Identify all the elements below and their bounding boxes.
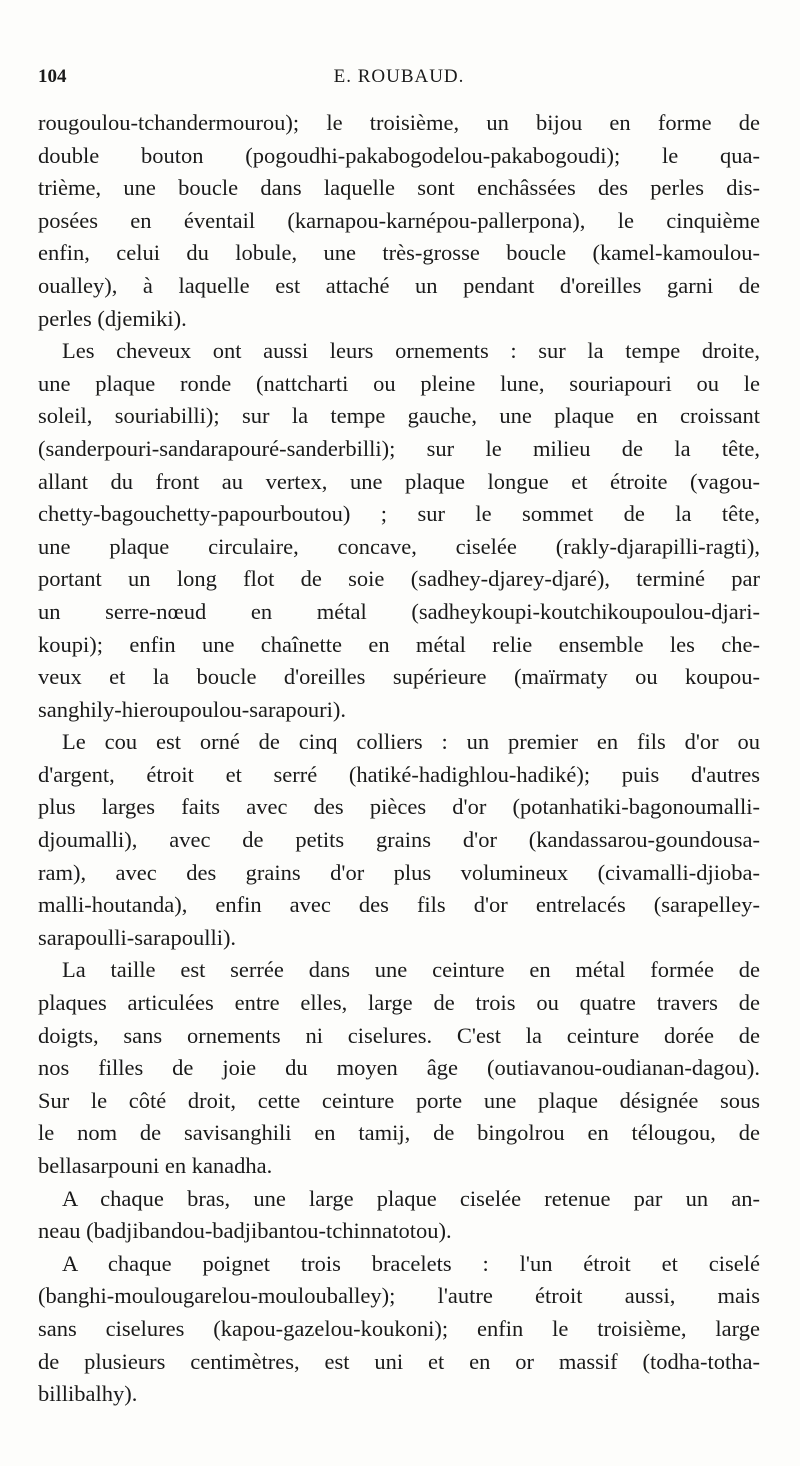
- text-line: Le cou est orné de cinq colliers : un premier en fils d'or ou: [62, 729, 760, 755]
- text-line: sarapoulli-sarapoulli).: [38, 924, 237, 950]
- text-line: posées en éventail (karnapou-karnépou-pallerpona), le cinquième: [38, 207, 760, 233]
- text-line: oualley), à laquelle est attaché un pendant d'oreilles garni de: [38, 272, 760, 298]
- text-line: La taille est serrée dans une ceinture en métal formée de: [62, 957, 760, 983]
- text-line: A chaque bras, une large plaque ciselée retenue par un an-: [62, 1185, 760, 1211]
- text-line: ram), avec des grains d'or plus volumineux (civamalli-djioba-: [38, 859, 760, 885]
- text-line: Sur le côté droit, cette ceinture porte une plaque désignée sous: [38, 1087, 760, 1113]
- text-line: malli-houtanda), enfin avec des fils d'or entrelacés (sarapelley-: [38, 892, 760, 918]
- text-line: (banghi-moulougarelou-moulouballey); l'autre étroit aussi, mais: [38, 1283, 760, 1309]
- text-line: A chaque poignet trois bracelets : l'un étroit et ciselé: [62, 1250, 760, 1276]
- text-line: un serre-nœud en métal (sadheykoupi-koutchikoupoulou-djari-: [38, 598, 760, 624]
- text-line: sans ciselures (kapou-gazelou-koukoni); enfin le troisième, large: [38, 1315, 760, 1341]
- text-line: djoumalli), avec de petits grains d'or (kandassarou-goundousa-: [38, 827, 760, 853]
- text-line: Les cheveux ont aussi leurs ornements : sur la tempe droite,: [62, 338, 760, 364]
- text-line: de plusieurs centimètres, est uni et en or massif (todha-totha-: [38, 1348, 760, 1374]
- text-line: une plaque ronde (nattcharti ou pleine lune, souriapouri ou le: [38, 370, 760, 396]
- running-head: E. ROUBAUD.: [333, 66, 465, 87]
- text-line: perles (djemiki).: [38, 305, 187, 331]
- text-line: nos filles de joie du moyen âge (outiavanou-oudianan-dagou).: [38, 1055, 760, 1081]
- text-line: plaques articulées entre elles, large de trois ou quatre travers de: [38, 990, 760, 1016]
- text-line: allant du front au vertex, une plaque longue et étroite (vagou-: [38, 468, 760, 494]
- text-line: une plaque circulaire, concave, ciselée (rakly-djarapilli-ragti),: [38, 533, 760, 559]
- text-line: double bouton (pogoudhi-pakabogodelou-pakabogoudi); le qua-: [38, 142, 760, 168]
- page-header: [38, 66, 760, 96]
- page-number: 104: [38, 66, 67, 87]
- text-line: sanghily-hieroupoulou-sarapouri).: [38, 696, 347, 722]
- text-line: billibalhy).: [38, 1381, 138, 1407]
- text-line: neau (badjibandou-badjibantou-tchinnatotou).: [38, 1218, 452, 1244]
- text-line: enfin, celui du lobule, une très-grosse boucle (kamel-kamoulou-: [38, 240, 760, 266]
- text-line: koupi); enfin une chaînette en métal relie ensemble les che-: [38, 631, 760, 657]
- text-line: le nom de savisanghili en tamij, de bingolrou en télougou, de: [38, 1120, 760, 1146]
- text-line: d'argent, étroit et serré (hatiké-hadighlou-hadiké); puis d'autres: [38, 761, 760, 787]
- text-line: rougoulou-tchandermourou); le troisième, un bijou en forme de: [38, 110, 760, 135]
- text-line: doigts, sans ornements ni ciselures. C'est la ceinture dorée de: [38, 1022, 760, 1048]
- text-line: (sanderpouri-sandarapouré-sanderbilli); sur le milieu de la tête,: [38, 435, 760, 461]
- body-text: [38, 107, 760, 1411]
- text-line: bellasarpouni en kanadha.: [38, 1153, 273, 1178]
- text-line: chetty-bagouchetty-papourboutou) ; sur le sommet de la tête,: [38, 501, 760, 527]
- text-line: trième, une boucle dans laquelle sont enchâssées des perles dis-: [38, 175, 760, 201]
- text-line: plus larges faits avec des pièces d'or (potanhatiki-bagonoumalli-: [38, 794, 760, 820]
- text-line: soleil, souriabilli); sur la tempe gauche, une plaque en croissant: [38, 403, 760, 429]
- text-line: portant un long flot de soie (sadhey-djarey-djaré), terminé par: [38, 566, 760, 592]
- text-line: veux et la boucle d'oreilles supérieure (maïrmaty ou koupou-: [38, 664, 760, 690]
